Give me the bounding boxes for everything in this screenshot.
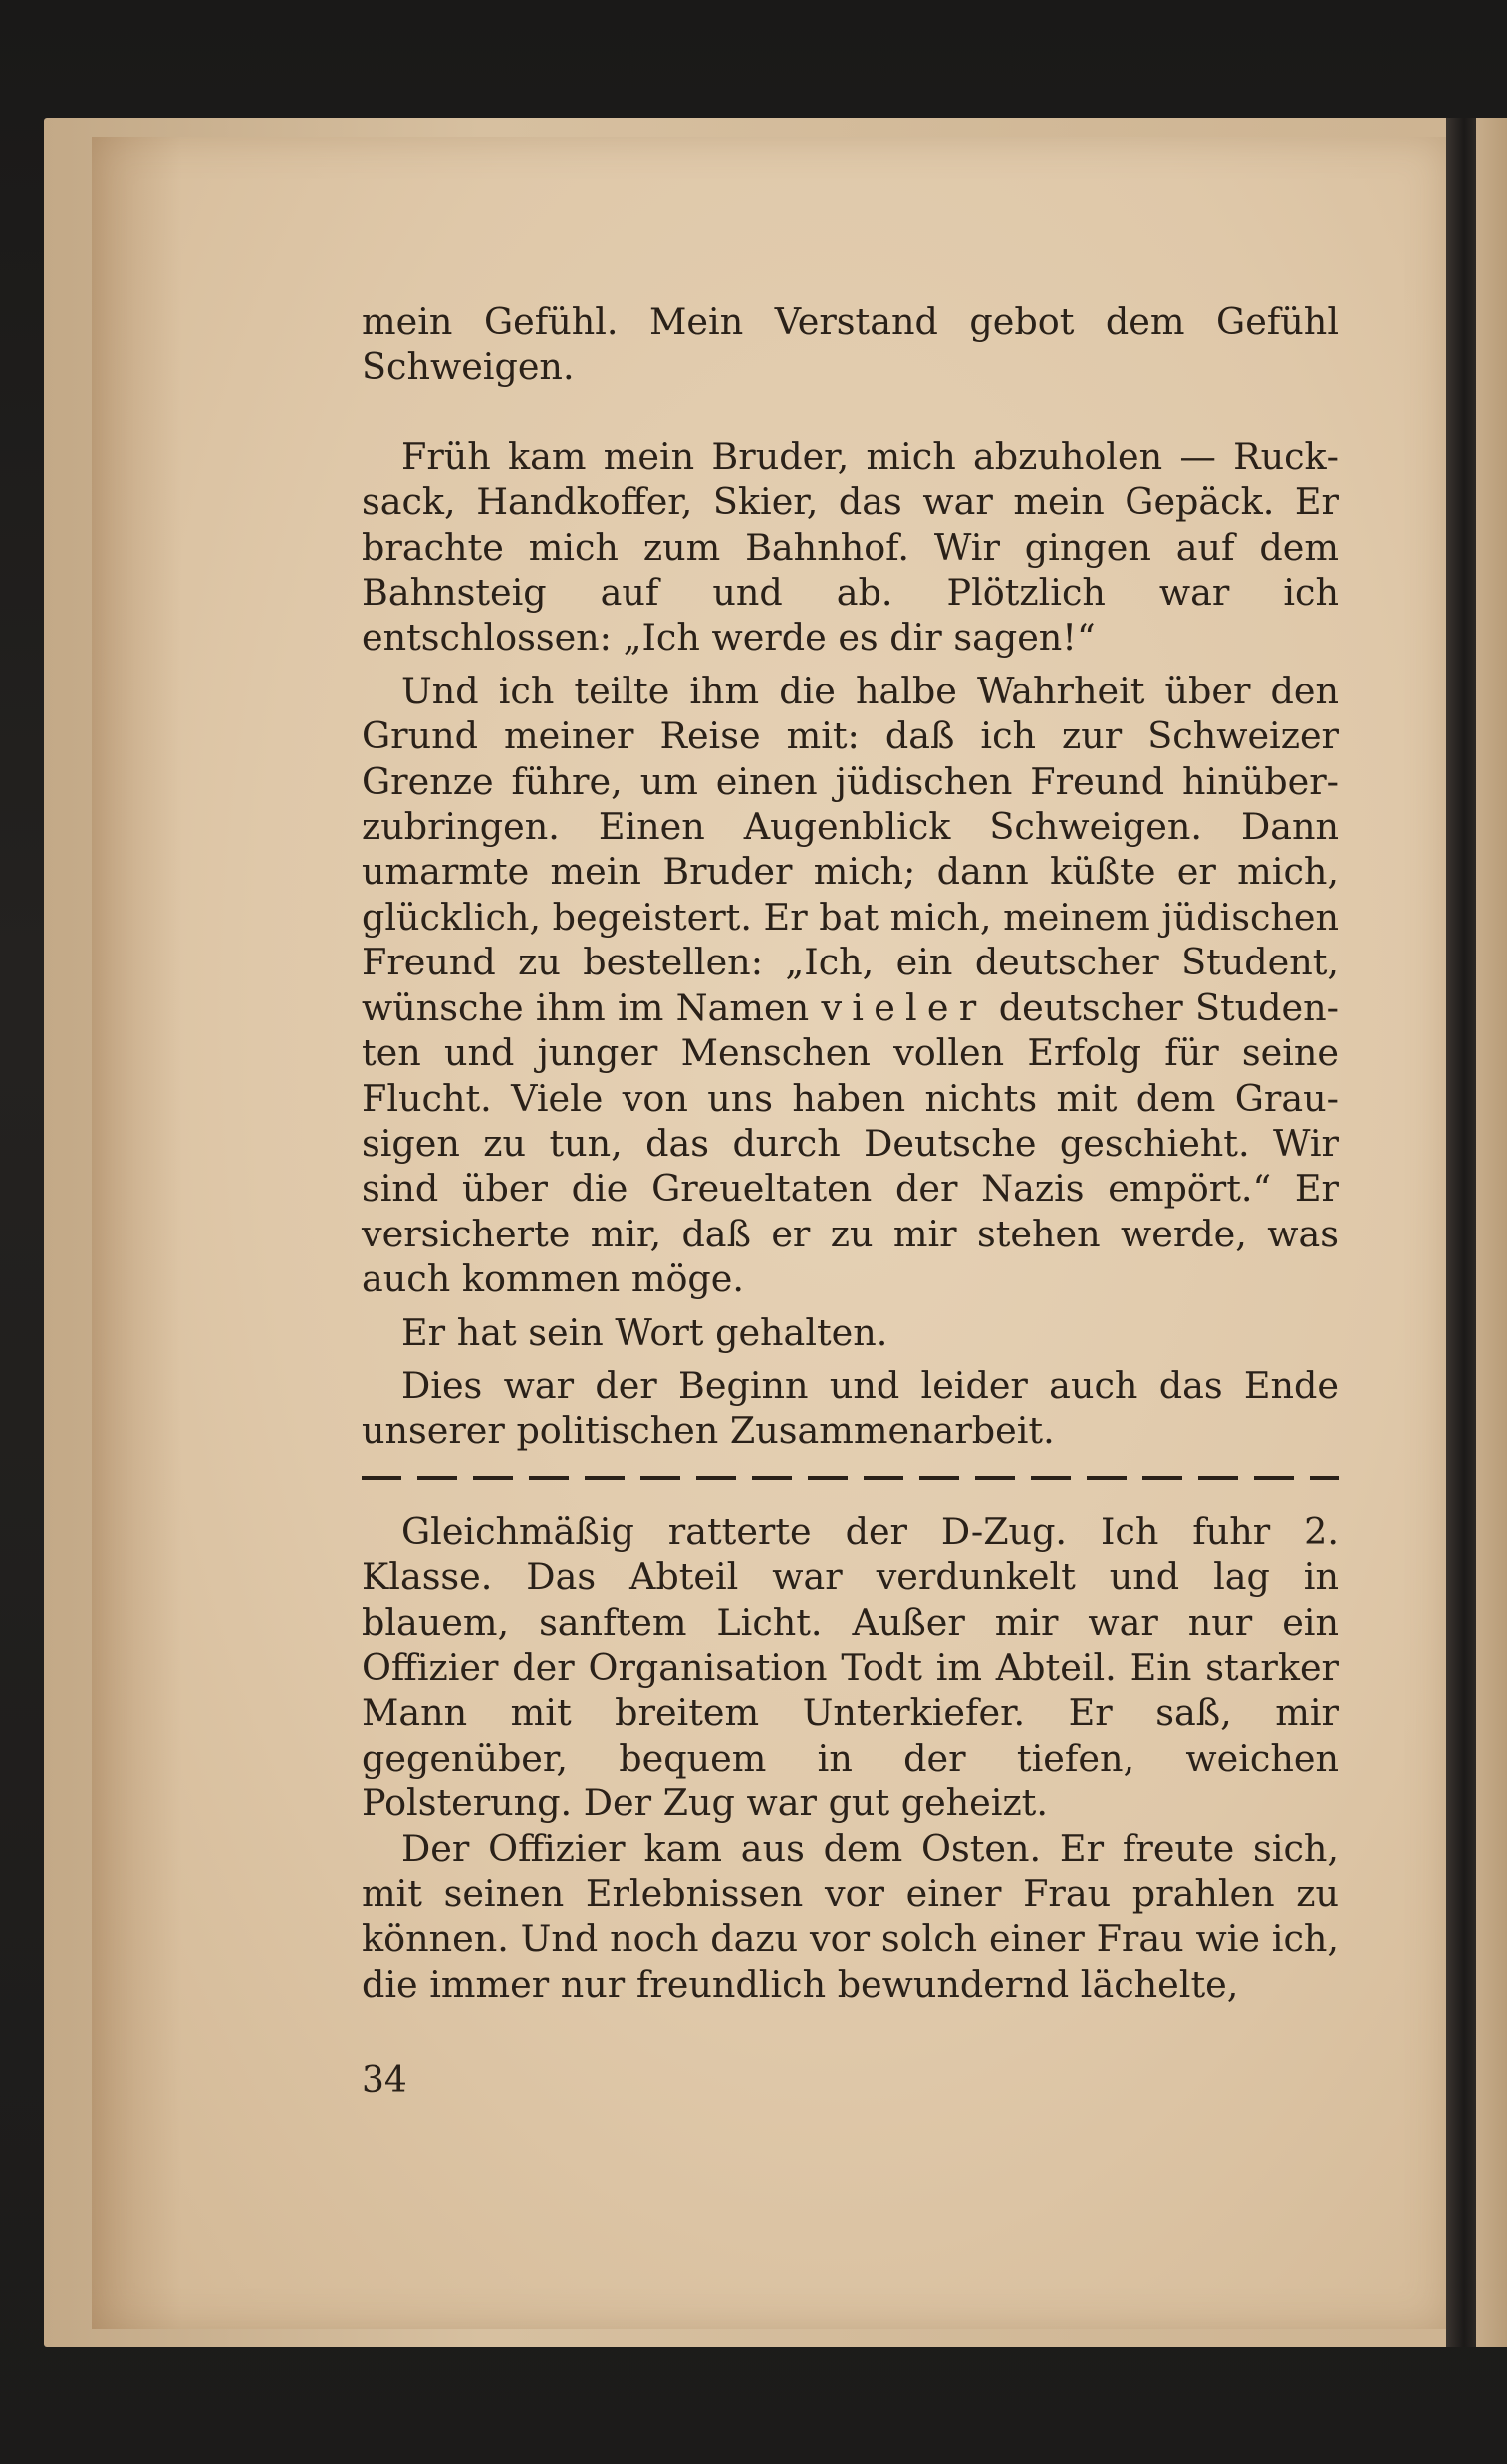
paragraph-6: Gleichmäßig ratterte der D-Zug. Ich fuhr 2. Klasse. Das Abteil war verdunkelt und lag in blauem, sanftem Licht. Außer mir war nur ein Offizier der Organisation Todt im Abteil. Ein starker Mann mit breitem Unterkiefer. Er saß, mir gegenüber, bequem in der tiefen, weichen Polsterung. Der Zug war gut geheizt. bbox=[362, 1509, 1339, 1825]
page-gutter-shade bbox=[92, 137, 181, 2329]
book-cover-right-edge bbox=[1476, 118, 1507, 2347]
paragraph-1: mein Gefühl. Mein Verstand gebot dem Gefühl Schweigen. bbox=[362, 300, 1339, 389]
paragraph-4: Er hat sein Wort gehalten. bbox=[401, 1310, 888, 1354]
paragraph-7: Der Offizier kam aus dem Osten. Er freute sich, mit seinen Erlebnissen vor einer Frau prahlen zu können. Und noch dazu vor solch einer Frau wie ich, die immer nur freundlich bewundernd lächelte, bbox=[362, 1826, 1339, 2006]
book-spine bbox=[1446, 118, 1476, 2347]
emphasis-vieler: vieler bbox=[821, 985, 987, 1029]
paragraph-5: Dies war der Beginn und leider auch das Ende unserer politischen Zusammenarbeit. bbox=[362, 1363, 1339, 1453]
paragraph-3 bbox=[362, 669, 1339, 1302]
paragraph-3-part-1: Und ich teilte ihm die halbe Wahrheit über den Grund meiner Reise mit: daß ich zur Schweizer Grenze führe, um einen jüdischen Freund hinüberzubringen. Einen Augenblick Schweigen. Dann umarmte mein Bruder mich; dann küßte er mich, glücklich, begeistert. Er bat mich, meinem jüdischen Freund zu bestellen: „Ich, ein deutscher Student, wünsche ihm im Namen bbox=[362, 669, 1339, 1029]
section-divider bbox=[362, 1476, 1339, 1480]
page-text bbox=[362, 299, 1339, 2007]
paragraph-2: Früh kam mein Bruder, mich abzuholen — Rucksack, Handkoffer, Skier, das war mein Gepäck. Er brachte mich zum Bahnhof. Wir gingen auf dem Bahnsteig auf und ab. Plötzlich war ich entschlossen: „Ich werde es dir sagen!“ bbox=[362, 434, 1339, 660]
page-number: 34 bbox=[362, 2060, 407, 2101]
paragraph-3-part-2: deutscher Studenten und junger Menschen vollen Erfolg für seine Flucht. Viele von uns haben nichts mit dem Grausigen zu tun, das durch Deutsche geschieht. Wir sind über die Greueltaten der Nazis empört.“ Er versicherte mir, daß er zu mir stehen werde, was auch kommen möge. bbox=[362, 985, 1339, 1301]
